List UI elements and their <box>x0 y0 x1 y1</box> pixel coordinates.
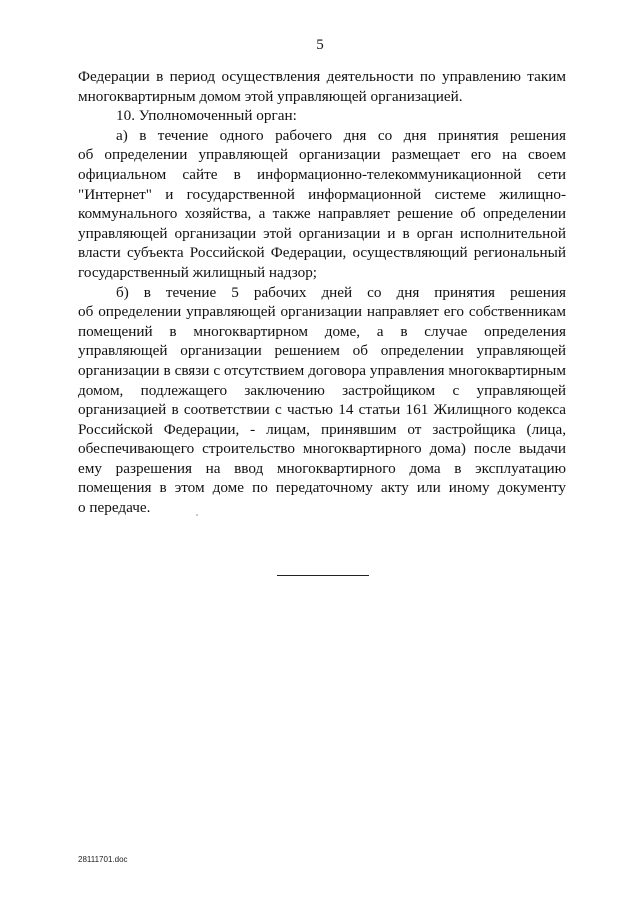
text-line: управляющей организации решением об определении управляющей <box>78 342 566 360</box>
page-number: 5 <box>316 37 324 53</box>
scan-speck <box>196 514 198 516</box>
text-line: коммунального хозяйства, а также направляет решение об определении <box>78 205 566 223</box>
text-line: о передаче. <box>78 499 151 517</box>
file-code: 28111701.doc <box>78 855 128 864</box>
text-line: обеспечивающего строительство многоквартирного дома) после выдачи <box>78 440 566 458</box>
text-line: 10. Уполномоченный орган: <box>116 107 297 125</box>
text-line: помещений в многоквартирном доме, а в случае определения <box>78 322 566 340</box>
text-line: Федерации в период осуществления деятельности по управлению таким <box>78 68 566 85</box>
text-line: многоквартирным домом этой управляющей организацией. <box>78 87 463 105</box>
text-line: а) в течение одного рабочего дня со дня принятия решения <box>116 126 566 144</box>
document-body <box>78 67 566 518</box>
text-line: Российской Федерации, - лицам, принявшим от застройщика (лица, <box>78 420 566 438</box>
text-line: власти субъекта Российской Федерации, осуществляющий региональный <box>78 244 566 262</box>
text-line: б) в течение 5 рабочих дней со дня принятия решения <box>116 283 566 301</box>
text-line: помещения в этом доме по передаточному акту или иному документу <box>78 479 566 497</box>
text-line: ему разрешения на ввод многоквартирного дома в эксплуатацию <box>78 459 566 477</box>
text-line: домом, подлежащего заключению застройщиком с управляющей <box>78 381 566 399</box>
text-line: "Интернет" и государственной информационной системе жилищно- <box>78 185 566 203</box>
text-line: об определении управляющей организации направляет его собственникам <box>78 303 566 321</box>
text-line: организацией в соответствии с частью 14 статьи 161 Жилищного кодекса <box>78 401 566 419</box>
end-of-text-separator <box>277 575 369 576</box>
text-line: официальном сайте в информационно-телекоммуникационной сети <box>78 165 566 183</box>
text-line: об определении управляющей организации размещает его на своем <box>78 146 566 164</box>
text-line: организации в связи с отсутствием договора управления многоквартирным <box>78 361 566 379</box>
text-line: управляющей организации этой организации и в орган исполнительной <box>78 224 566 242</box>
text-line: государственный жилищный надзор; <box>78 263 318 281</box>
